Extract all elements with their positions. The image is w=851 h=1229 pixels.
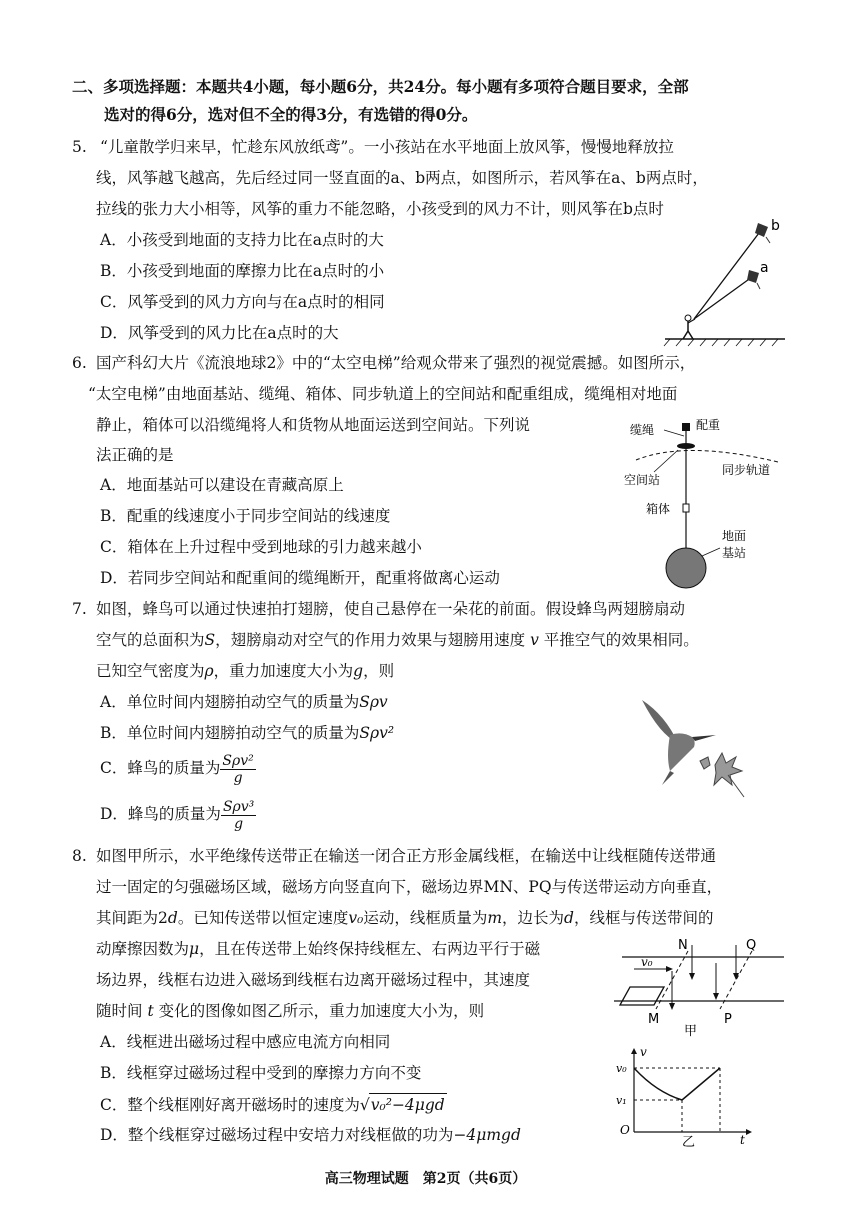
kite-figure [660, 215, 790, 347]
q6-option-d: D．若同步空间站和配重间的缆绳断开，配重将做离心运动 [100, 569, 500, 587]
section-heading-line2: 选对的得6分，选对但不全的得3分，有选错的得0分。 [104, 105, 478, 124]
fig-jia-Q: Q [746, 938, 757, 953]
label-box: 箱体 [646, 502, 671, 516]
fig-jia-caption: 甲 [684, 1024, 698, 1039]
q8-option-c: C．整个线框刚好离开磁场时的速度为√v₀²−4μgd [100, 1093, 447, 1116]
q8-stem-3: 其间距为2d。已知传送带以恒定速度v₀运动，线框质量为m，边长为d，线框与传送带间的 [96, 909, 714, 927]
q7-option-d: D．蜂鸟的质量为 $\frac{\text{Sρv³}}{g}$ [100, 798, 255, 832]
kite-label-a: a [760, 260, 769, 276]
q5-stem-3: 拉线的张力大小相等，风筝的重力不能忽略，小孩受到的风力不计，则风筝在b点时 [96, 200, 664, 218]
q8-number: 8. [72, 847, 87, 865]
velocity-time-graph [612, 1048, 752, 1148]
fig-jia-v0: v₀ [641, 955, 653, 969]
q6-stem-2: “太空电梯”由地面基站、缆绳、箱体、同步轨道上的空间站和配重组成，缆绳相对地面 [88, 385, 678, 403]
fig-jia-M: M [648, 1012, 660, 1027]
q8-option-b: B．线框穿过磁场过程中受到的摩擦力方向不变 [100, 1064, 422, 1082]
graph-v1-label: v₁ [616, 1094, 627, 1107]
graph-t-axis-label: t [740, 1133, 745, 1147]
q5-option-c: C．风筝受到的风力方向与在a点时的相同 [100, 293, 385, 311]
q8-option-d: D．整个线框穿过磁场过程中安培力对线框做的功为−4μmgd [100, 1126, 521, 1144]
space-elevator-figure [618, 412, 793, 590]
q7-option-b: B．单位时间内翅膀拍动空气的质量为Sρv² [100, 724, 395, 742]
q6-option-a: A．地面基站可以建设在青藏高原上 [100, 476, 344, 494]
label-base-1: 地面 [722, 529, 747, 543]
label-counterweight: 配重 [696, 418, 721, 432]
q8-stem-6: 随时间 t 变化的图像如图乙所示，重力加速度大小为，则 [96, 1002, 485, 1020]
q6-number: 6. [72, 354, 87, 372]
conveyor-figure [612, 935, 787, 1040]
q6-stem-4: 法正确的是 [96, 446, 174, 464]
section-heading-line1: 二、多项选择题：本题共4小题，每小题6分，共24分。每小题有多项符合题目要求，全部 [72, 77, 689, 96]
fig-jia-P: P [724, 1012, 732, 1027]
q8-option-a: A．线框进出磁场过程中感应电流方向相同 [100, 1033, 391, 1051]
q5-option-a: A．小孩受到地面的支持力比在a点时的大 [100, 231, 384, 249]
label-orbit: 同步轨道 [722, 463, 771, 477]
q5-option-d: D．风筝受到的风力比在a点时的大 [100, 324, 339, 342]
graph-origin-label: O [620, 1123, 630, 1137]
graph-v-axis-label: v [640, 1048, 647, 1059]
kite-label-b: b [771, 218, 780, 234]
q7-option-a: A．单位时间内翅膀拍动空气的质量为Sρv [100, 693, 388, 711]
q6-option-c: C．箱体在上升过程中受到地球的引力越来越小 [100, 538, 422, 556]
label-cable: 缆绳 [630, 423, 655, 437]
graph-caption: 乙 [682, 1135, 696, 1148]
q8-stem-4: 动摩擦因数为μ，且在传送带上始终保持线框左、右两边平行于磁 [96, 940, 541, 958]
q8-stem-2: 过一固定的匀强磁场区域，磁场方向竖直向下，磁场边界MN、PQ与传送带运动方向垂直， [96, 878, 723, 896]
q7-number: 7. [72, 600, 87, 618]
q7-stem-1: 如图，蜂鸟可以通过快速拍打翅膀，使自己悬停在一朵花的前面。假设蜂鸟两翅膀扇动 [96, 600, 686, 618]
page-footer: 高三物理试题 第2页（共6页） [324, 1171, 527, 1187]
q5-option-b: B．小孩受到地面的摩擦力比在a点时的小 [100, 262, 385, 280]
q5-stem-1: “儿童散学归来早，忙趁东风放纸鸢”。一小孩站在水平地面上放风筝，慢慢地释放拉 [100, 138, 674, 156]
label-station: 空间站 [624, 473, 661, 487]
q7-stem-3: 已知空气密度为ρ，重力加速度大小为g，则 [96, 662, 395, 680]
hummingbird-figure [640, 695, 755, 805]
q5-stem-2: 线，风筝越飞越高，先后经过同一竖直面的a、b两点，如图所示，若风筝在a、b两点时， [96, 169, 708, 187]
q8-stem-5: 场边界，线框右边进入磁场到线框右边离开磁场过程中，其速度 [96, 971, 531, 989]
q8-stem-1: 如图甲所示，水平绝缘传送带正在输送一闭合正方形金属线框，在输送中让线框随传送带通 [96, 847, 717, 865]
graph-v0-label: v₀ [616, 1062, 627, 1075]
q6-option-b: B．配重的线速度小于同步空间站的线速度 [100, 507, 391, 525]
label-base-2: 基站 [722, 546, 747, 560]
q7-option-c: C．蜂鸟的质量为 $\frac{\text{Sρv²}}{g}$ [100, 752, 254, 786]
q5-number: 5. [72, 138, 87, 156]
q6-stem-3: 静止，箱体可以沿缆绳将人和货物从地面运送到空间站。下列说 [96, 416, 531, 434]
q7-stem-2: 空气的总面积为S，翅膀扇动对空气的作用力效果与翅膀用速度 v 平推空气的效果相同。 [96, 631, 699, 649]
q6-stem-1: 国产科幻大片《流浪地球2》中的“太空电梯”给观众带来了强烈的视觉震撼。如图所示， [96, 354, 696, 372]
fig-jia-N: N [678, 938, 688, 953]
